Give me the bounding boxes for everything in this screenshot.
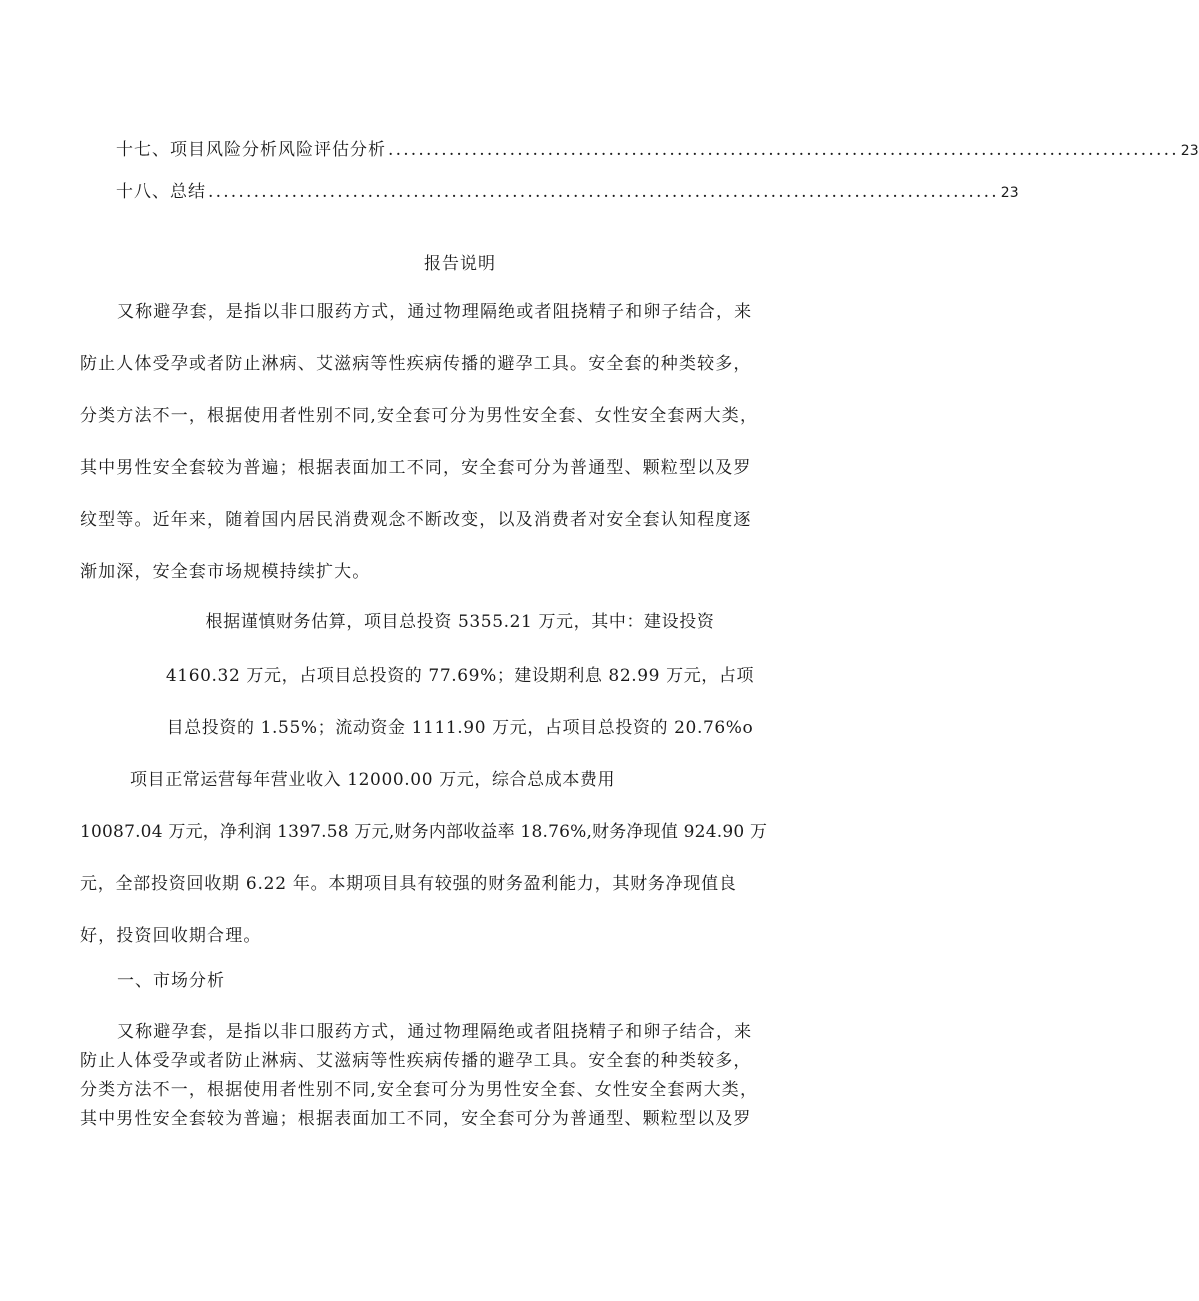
toc-entry-label: 十八、总结 bbox=[116, 182, 206, 202]
toc-entry-page: 23 bbox=[1180, 143, 1199, 159]
toc-leader-dots: ........................................................................................................ bbox=[388, 140, 1179, 160]
toc-leader-dots: ........................................................................................................ bbox=[208, 182, 999, 202]
paragraph-line: 10087.04 万元，净利润 1397.58 万元,财务内部收益率 18.76%,财务净现值 924.90 万 bbox=[80, 822, 768, 842]
paragraph-line: 分类方法不一，根据使用者性别不同,安全套可分为男性安全套、女性安全套两大类， bbox=[80, 406, 759, 426]
paragraph-line: 元，全部投资回收期 6.22 年。本期项目具有较强的财务盈利能力，其财务净现值良 bbox=[80, 874, 737, 894]
toc-entry-page: 23 bbox=[1000, 185, 1019, 201]
paragraph-line: 防止人体受孕或者防止淋病、艾滋病等性疾病传播的避孕工具。安全套的种类较多， bbox=[80, 354, 752, 374]
toc-entry[interactable] bbox=[116, 177, 1019, 207]
paragraph-line: 防止人体受孕或者防止淋病、艾滋病等性疾病传播的避孕工具。安全套的种类较多， bbox=[80, 1051, 752, 1071]
paragraph-line: 4160.32 万元，占项目总投资的 77.69%；建设期利息 82.99 万元，占项 bbox=[165, 666, 755, 686]
paragraph-line: 目总投资的 1.55%；流动资金 1111.90 万元，占项目总投资的 20.76%o bbox=[166, 718, 754, 738]
toc-entry-label: 十七、项目风险分析风险评估分析 bbox=[116, 140, 386, 160]
paragraph-line: 其中男性安全套较为普遍；根据表面加工不同，安全套可分为普通型、颗粒型以及罗 bbox=[80, 1109, 752, 1129]
paragraph-line: 又称避孕套，是指以非口服药方式，通过物理隔绝或者阻挠精子和卵子结合，来 bbox=[117, 1022, 753, 1042]
paragraph-line: 分类方法不一，根据使用者性别不同,安全套可分为男性安全套、女性安全套两大类， bbox=[80, 1080, 759, 1100]
paragraph-line: 纹型等。近年来，随着国内居民消费观念不断改变，以及消费者对安全套认知程度逐 bbox=[80, 510, 752, 530]
paragraph-line: 又称避孕套，是指以非口服药方式，通过物理隔绝或者阻挠精子和卵子结合，来 bbox=[117, 302, 753, 322]
paragraph-line: 好，投资回收期合理。 bbox=[80, 926, 262, 946]
paragraph-line: 其中男性安全套较为普遍；根据表面加工不同，安全套可分为普通型、颗粒型以及罗 bbox=[80, 458, 752, 478]
toc-entry[interactable] bbox=[116, 135, 1199, 165]
paragraph-line: 项目正常运营每年营业收入 12000.00 万元，综合总成本费用 bbox=[130, 770, 616, 790]
section-heading: 一、市场分析 bbox=[117, 971, 225, 991]
paragraph-line: 渐加深，安全套市场规模持续扩大。 bbox=[80, 562, 371, 582]
report-title: 报告说明 bbox=[424, 254, 496, 274]
paragraph-line: 根据谨慎财务估算，项目总投资 5355.21 万元，其中：建设投资 bbox=[205, 612, 715, 632]
